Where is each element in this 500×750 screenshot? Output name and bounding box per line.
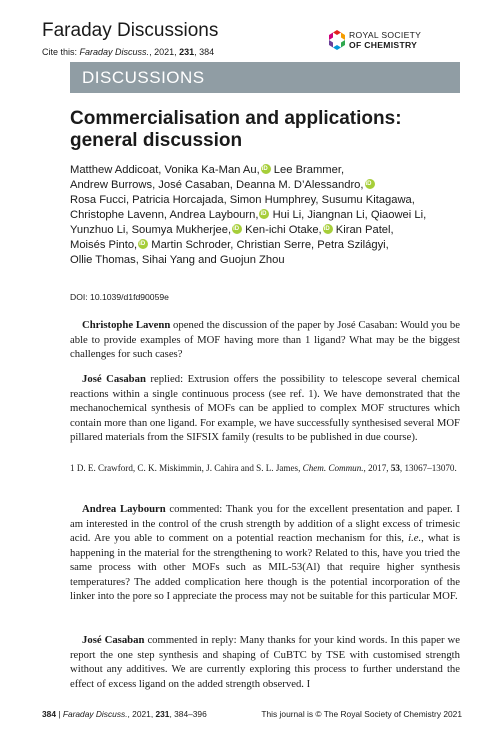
author-text: Hui Li, Jiangnan Li, Qiaowei Li, xyxy=(269,209,427,221)
cite-journal: Faraday Discuss. xyxy=(79,47,150,57)
author-line: Ollie Thomas, Sihai Yang and Guojun Zhou xyxy=(70,254,285,266)
cite-year: , 2021, xyxy=(149,47,177,57)
speaker-name: Andrea Laybourn xyxy=(82,503,166,515)
ie-abbrev: i.e. xyxy=(408,532,422,544)
citation-line xyxy=(42,47,214,57)
author-line: Rosa Fucci, Patricia Horcajada, Simon Humphrey, Susumu Kitagawa, xyxy=(70,194,415,206)
reference-volume: 53 xyxy=(390,463,400,473)
author-text: Lee Brammer, xyxy=(270,164,345,176)
author-text: Christophe Lavenn, Andrea Laybourn, xyxy=(70,209,259,221)
orcid-icon[interactable] xyxy=(259,209,269,219)
author-line xyxy=(70,238,460,253)
rsc-hexagon-icon xyxy=(327,23,347,57)
footer-volume: 231 xyxy=(155,709,170,719)
orcid-icon[interactable] xyxy=(138,239,148,249)
footer-pages: , 384–396 xyxy=(169,709,207,719)
speaker-name: Christophe Lavenn xyxy=(82,319,171,331)
doi[interactable]: DOI: 10.1039/d1fd90059e xyxy=(70,292,169,302)
journal-name: Faraday Discussions xyxy=(42,20,219,41)
reference-text: 1 D. E. Crawford, C. K. Miskimmin, J. Cahira and S. L. James, xyxy=(70,463,303,473)
author-text: Ken-ichi Otake, xyxy=(242,224,322,236)
author-text: Andrew Burrows, José Casaban, Deanna M. D’Alessandro, xyxy=(70,179,364,191)
reference-year: , 2017, xyxy=(363,463,391,473)
discussion-paragraph xyxy=(70,502,460,604)
author-line xyxy=(70,178,460,193)
reference-pages: , 13067–13070. xyxy=(399,463,457,473)
page-number: 384 xyxy=(42,709,56,719)
footer-copyright: This journal is © The Royal Society of Chemistry 2021 xyxy=(261,709,462,719)
orcid-icon[interactable] xyxy=(261,164,271,174)
reference-item xyxy=(70,462,460,474)
author-list xyxy=(70,163,460,268)
paragraph-text: commented in reply: Many thanks for your kind words. In this paper we report the one step synthesis and shaping of CuBTC by TSE with customised strength without any additives. We are currently exploring this process to further understand the effect of excess ligand on the added strength observed. I xyxy=(70,634,461,690)
footer-year: , 2021, xyxy=(127,709,156,719)
footer-journal: Faraday Discuss. xyxy=(62,709,128,719)
author-line xyxy=(70,223,460,238)
cite-volume: 231 xyxy=(179,47,195,57)
cite-page: , 384 xyxy=(194,47,215,57)
paragraph-text: commented: Thank you for the excellent presentation and paper. I am interested in the control of the crush strength by addition of a slight excess of trimesic acid. Are you able to comment on a potential reaction mechanism for this, xyxy=(70,503,460,544)
speaker-name: José Casaban xyxy=(82,634,145,646)
orcid-icon[interactable] xyxy=(323,224,333,234)
author-text: Martin Schroder, Christian Serre, Petra Szilágyi, xyxy=(148,239,389,251)
author-text: Yunzhuo Li, Soumya Mukherjee, xyxy=(70,224,232,236)
rsc-logo xyxy=(327,23,462,57)
author-text: Moisés Pinto, xyxy=(70,239,138,251)
author-text: Kiran Patel, xyxy=(332,224,394,236)
section-label: DISCUSSIONS xyxy=(82,68,205,87)
rsc-logo-line1: ROYAL SOCIETY xyxy=(349,30,422,40)
paragraph-text: opened the discussion of the paper by José Casaban: Would you be able to provide examples of MOF having more than 1 ligand? What may be the biggest challenges for such cases? xyxy=(70,319,460,360)
paragraph-text: , what is happening in the material for the strengthening to work? Related to this, have you tried the same process with other MOFs such as MIL-53(Al) that require higher synthesis temperatures? The added complication here though is the potential incorporation of the linker into the pore so I appreciate the process may not be suitable for this particular MOF. xyxy=(70,532,461,602)
footer-citation xyxy=(42,709,207,719)
discussion-paragraph xyxy=(70,633,460,691)
rsc-logo-text xyxy=(349,30,421,50)
author-text: Matthew Addicoat, Vonika Ka-Man Au, xyxy=(70,164,260,176)
cite-label: Cite this: xyxy=(42,47,78,57)
discussion-paragraph xyxy=(70,372,460,445)
discussion-paragraph xyxy=(70,318,460,362)
footer-sep: | xyxy=(55,709,63,719)
rsc-logo-line2: OF CHEMISTRY xyxy=(349,40,418,50)
author-line xyxy=(70,208,460,223)
paragraph-text: replied: Extrusion offers the possibility to telescope several chemical reactions within a single continuous process (see ref. 1). We have demonstrated that the mechanochemical synthesis of MOFs can be applied to complex MOF structures which contain more than one ligand. For example, we have successfully synthesised several MOF pillared materials from the SIFSIX family (results to be published in due course). xyxy=(70,373,460,443)
speaker-name: José Casaban xyxy=(82,373,146,385)
article-title: Commercialisation and applications: general discussion xyxy=(70,108,402,151)
page-footer xyxy=(42,709,462,723)
reference-journal: Chem. Commun. xyxy=(302,463,364,473)
orcid-icon[interactable] xyxy=(365,179,375,189)
author-line xyxy=(70,163,460,178)
orcid-icon[interactable] xyxy=(232,224,242,234)
section-banner xyxy=(70,62,460,93)
